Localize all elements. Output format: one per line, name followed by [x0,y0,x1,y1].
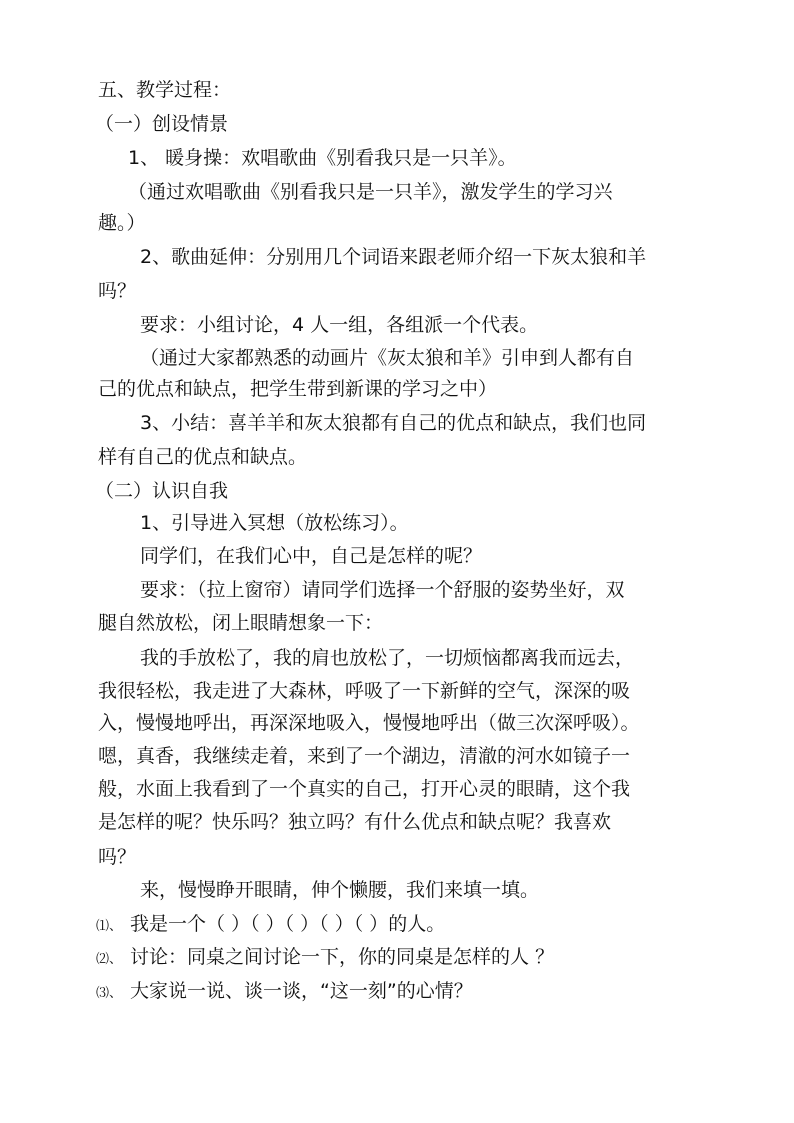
subsection-heading-know-yourself: （二）认识自我 [95,480,229,502]
paragraph-line: 般，水面上我看到了一个真实的自己，打开心灵的眼睛，这个我 [98,778,631,800]
list-item [96,979,473,1006]
paragraph-line: （通过欢唱歌曲《别看我只是一只羊》，激发学生的学习兴 [128,181,613,203]
paragraph-line: 入，慢慢地呼出，再深深地吸入，慢慢地呼出（做三次深呼吸）。 [98,712,640,734]
paragraph-line: 同学们，在我们心中，自己是怎样的呢？ [140,545,483,567]
list-item [96,912,445,939]
subsection-heading-create-scene: （一）创设情景 [95,113,229,135]
list-item-number: ⑴、 [96,919,123,934]
paragraph-line: 1、 暖身操：欢唱歌曲《别看我只是一只羊》。 [128,147,517,169]
list-item-text: 讨论：同桌之间讨论一下，你的同桌是怎样的人 ？ [130,946,555,968]
paragraph-line: 是怎样的呢？快乐吗？独立吗？有什么优点和缺点呢？我喜欢 [98,811,612,833]
list-item-number: ⑶、 [96,986,123,1001]
list-item-text: 大家说一说、谈一谈，“这一刻”的心情？ [130,980,473,1002]
list-item-text: 我是一个（ ）（ ）（ ）（ ）（ ）的人。 [130,913,446,935]
paragraph-line: 要求：（拉上窗帘）请同学们选择一个舒服的姿势坐好，双 [140,579,625,601]
paragraph-line: 来，慢慢睁开眼睛，伸个懒腰，我们来填一填。 [140,879,540,901]
paragraph-line: 要求：小组讨论，4 人一组，各组派一个代表。 [140,314,539,336]
paragraph-line: 吗？ [98,846,137,868]
list-item [96,945,554,972]
section-heading-teaching-process: 五、教学过程： [98,79,232,101]
paragraph-line: 吗？ [98,280,137,302]
paragraph-line: 嗯，真香，我继续走着，来到了一个湖边，清澈的河水如镜子一 [98,745,631,767]
paragraph-line: 己的优点和缺点，把学生带到新课的学习之中） [98,378,498,400]
paragraph-line: （通过大家都熟悉的动画片《灰太狼和羊》引申到人都有自 [140,347,635,369]
paragraph-line: 我的手放松了，我的肩也放松了，一切烦恼都离我而远去， [140,647,635,669]
paragraph-line: 样有自己的优点和缺点。 [98,446,308,468]
paragraph-line: 趣。） [98,212,146,234]
paragraph-line: 腿自然放松，闭上眼睛想象一下： [98,612,384,634]
paragraph-line: 3、小结：喜羊羊和灰太狼都有自己的优点和缺点，我们也同 [140,412,647,434]
list-item-number: ⑵、 [96,952,123,967]
paragraph-line: 1、引导进入冥想（放松练习）。 [140,512,409,534]
paragraph-line: 我很轻松，我走进了大森林，呼吸了一下新鲜的空气，深深的吸 [98,680,631,702]
paragraph-line: 2、歌曲延伸：分别用几个词语来跟老师介绍一下灰太狼和羊 [140,246,647,268]
